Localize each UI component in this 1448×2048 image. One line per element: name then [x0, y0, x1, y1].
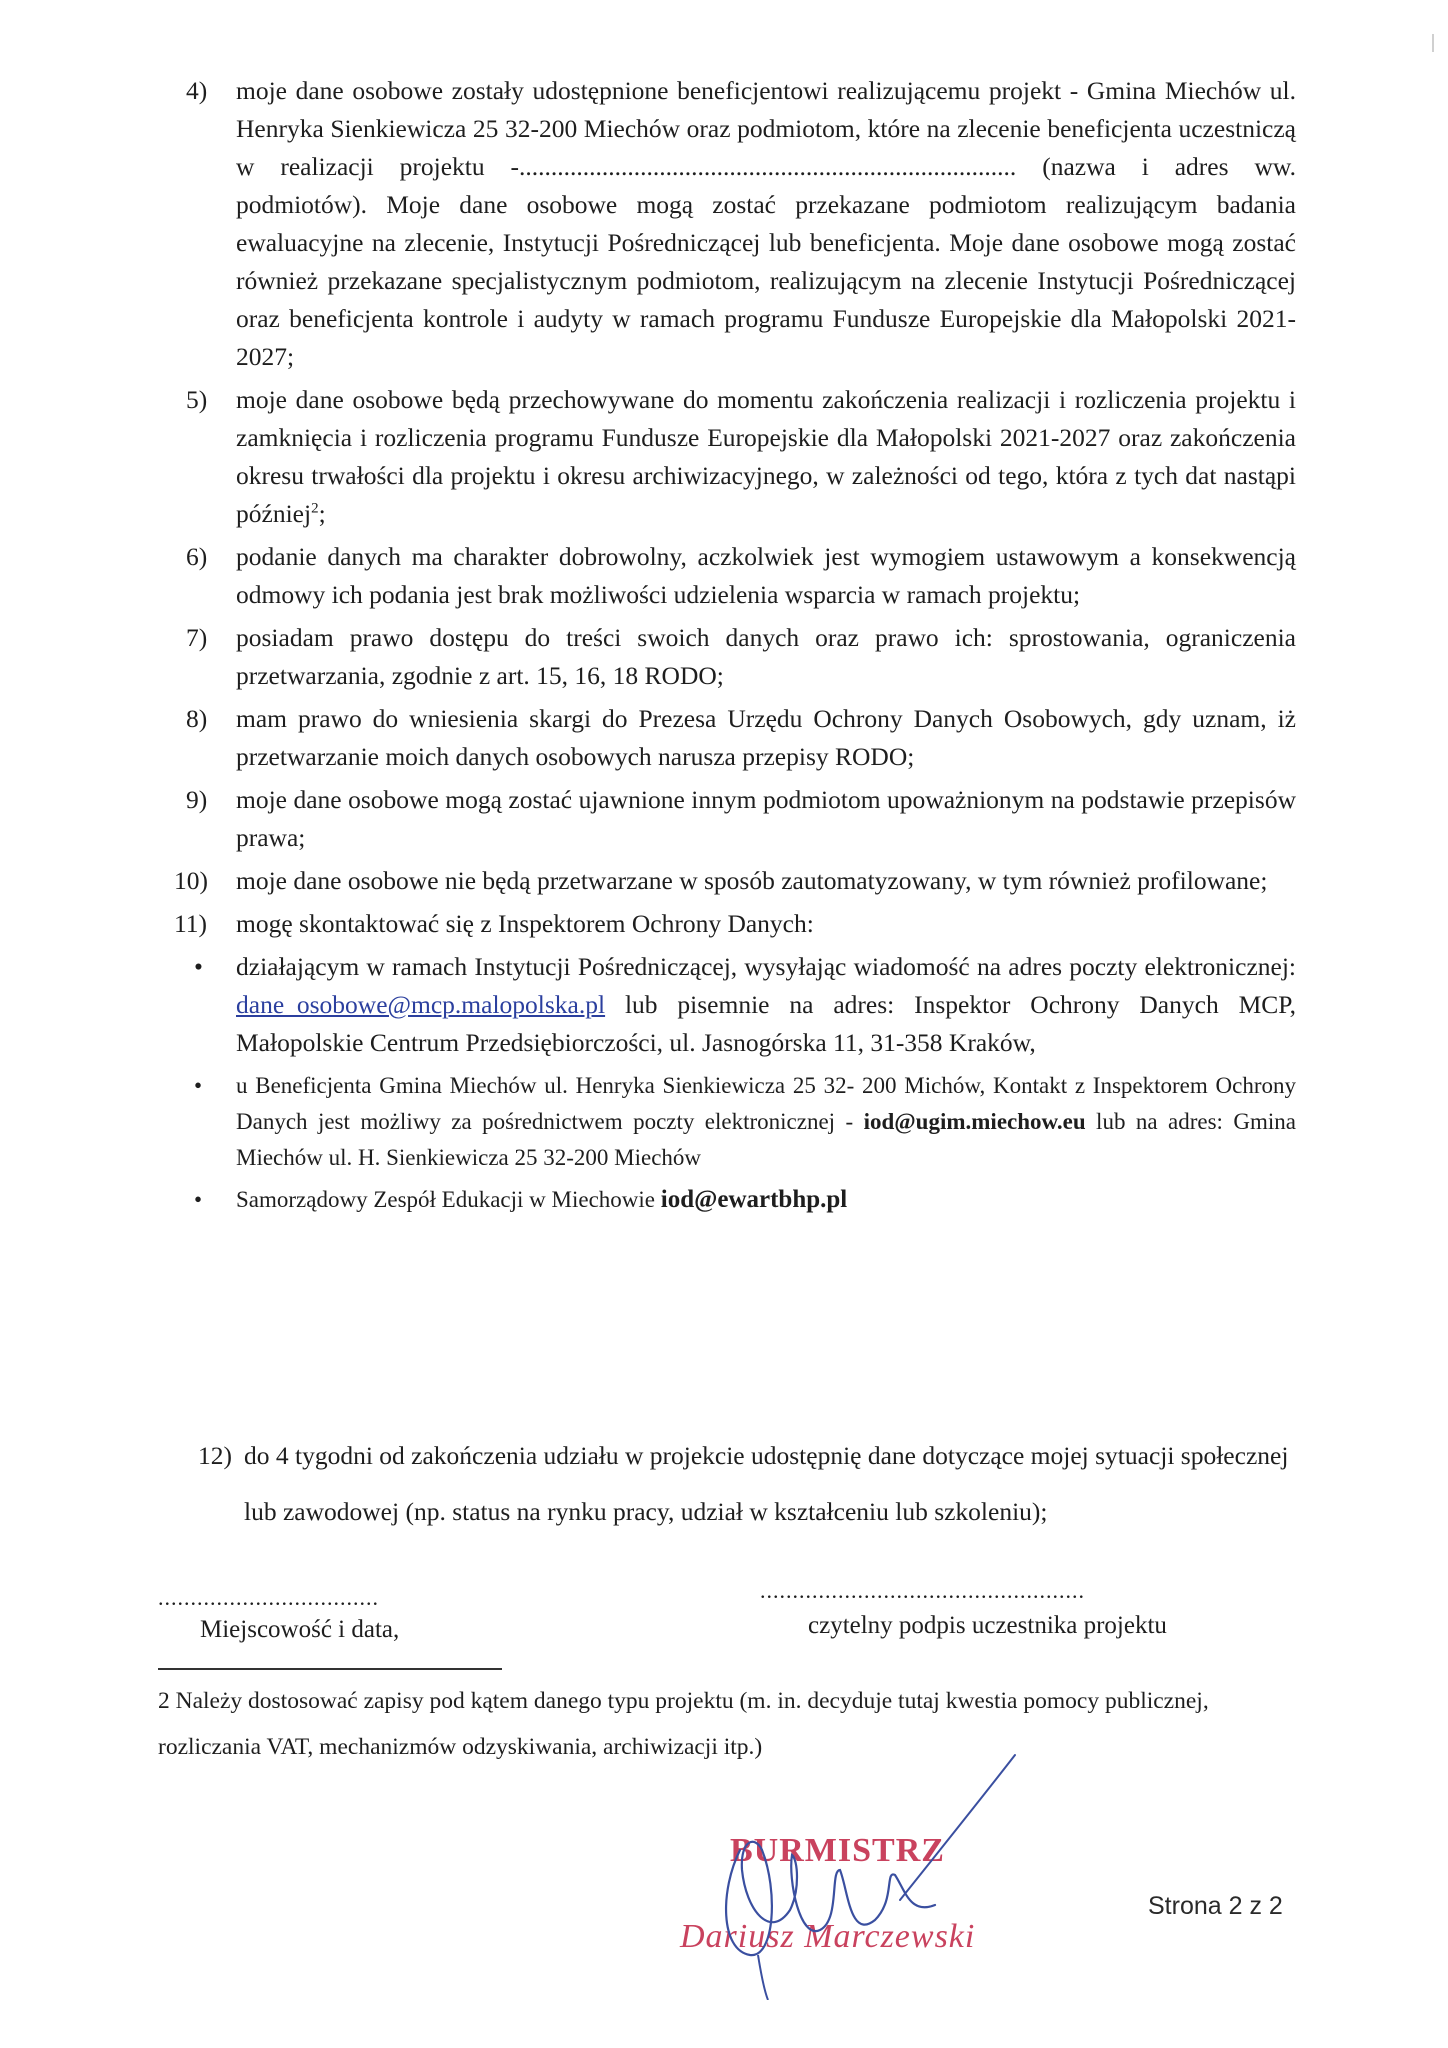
handwritten-signature — [680, 1740, 1040, 2000]
clause-number: 5) — [186, 385, 208, 414]
clause-number: 6) — [186, 542, 208, 571]
clause-text-tail: ; — [318, 499, 326, 528]
signature-label: czytelny podpis uczestnika projektu — [808, 1612, 1167, 1639]
place-date-line[interactable]: .................................. — [158, 1585, 379, 1610]
clause-item — [186, 381, 1296, 533]
clause-number: 4) — [186, 76, 208, 105]
clause-number: 12) — [198, 1441, 232, 1470]
footnote-divider — [158, 1668, 502, 1670]
clause-text: moje dane osobowe nie będą przetwarzane w sposób zautomatyzowany, w tym również profilowane; — [236, 866, 1268, 895]
email-link[interactable]: dane_osobowe@mcp.malopolska.pl — [236, 990, 606, 1019]
clause-item — [174, 862, 1296, 900]
clause-number: 8) — [186, 704, 208, 733]
clause-list — [174, 72, 1296, 1224]
clause-item — [186, 72, 1296, 376]
clause-item-12 — [198, 1428, 1298, 1540]
clause-text: moje dane osobowe zostały udostępnione beneficjentowi realizującemu projekt - Gmina Miechów ul. Henryka Sienkiewicza 25 32-200 Miechów oraz podmiotom, które na zlecenie beneficjenta uczestniczą w realizacji projektu -.............................................................................. (nazwa i adres ww. podmiotów). Moje dane osobowe mogą zostać przekazane podmiotom realizującym badania ewaluacyjne na zlecenie, Instytucji Pośredniczącej lub beneficjenta. Moje dane osobowe mogą zostać również przekazane specjalistycznym podmiotom, realizującym na zlecenie Instytucji Pośredniczącej oraz beneficjenta kontrole i audyty w ramach programu Fundusze Europejskie dla Małopolski 2021-2027; — [236, 76, 1296, 371]
footnote-text: 2 Należy dostosować zapisy pod kątem danego typu projektu (m. in. decyduje tutaj kwestia pomocy publicznej, rozliczania VAT, mechanizmów odzyskiwania, archiwizacji itp.) — [158, 1688, 1209, 1760]
scan-edge-mark — [1432, 34, 1434, 52]
footnote-ref: 2 — [311, 500, 319, 517]
clause-text: mogę skontaktować się z Inspektorem Ochrony Danych: — [236, 909, 814, 938]
contact-bullet — [186, 948, 1296, 1062]
page-number: Strona 2 z 2 — [1148, 1892, 1283, 1920]
clause-item — [186, 781, 1296, 857]
stamp-title: BURMISTRZ — [730, 1832, 945, 1869]
clause-text: mam prawo do wniesienia skargi do Prezesa Urzędu Ochrony Danych Osobowych, gdy uznam, iż przetwarzanie moich danych osobowych narusza przepisy RODO; — [236, 704, 1296, 771]
bullet-dot: • — [194, 952, 203, 981]
clause-text: podanie danych ma charakter dobrowolny, aczkolwiek jest wymogiem ustawowym a konsekwencją odmowy ich podania jest brak możliwości udzielenia wsparcia w ramach projektu; — [236, 542, 1296, 609]
clause-text: moje dane osobowe mogą zostać ujawnione innym podmiotom upoważnionym na podstawie przepisów prawa; — [236, 785, 1296, 852]
contact-bullet — [186, 1182, 1296, 1218]
bullet-dot: • — [194, 1073, 203, 1098]
signature-line[interactable]: .................................................. — [760, 1578, 1085, 1603]
contact-bullet — [186, 1068, 1296, 1176]
stamp-name: Dariusz Marczewski — [680, 1918, 976, 1955]
clause-text: do 4 tygodni od zakończenia udziału w projekcie udostępnię dane dotyczące mojej sytuacji społecznej lub zawodowej (np. status na rynku pracy, udział w kształceniu lub szkoleniu); — [244, 1441, 1289, 1526]
clause-item — [186, 619, 1296, 695]
bullet-text: lub pisemnie na adres: Inspektor Ochrony Danych MCP, Małopolskie Centrum Przedsiębiorczości, ul. Jasnogórska 11, 31-358 Kraków, — [236, 990, 1296, 1057]
clause-item — [174, 905, 1296, 943]
clause-number: 7) — [186, 623, 208, 652]
bullet-text: działającym w ramach Instytucji Pośredniczącej, wysyłając wiadomość na adres poczty elektronicznej: — [236, 952, 1296, 981]
clause-item — [186, 538, 1296, 614]
bullet-text: Samorządowy Zespół Edukacji w Miechowie — [236, 1187, 661, 1212]
clause-number: 10) — [174, 866, 208, 895]
clause-text: moje dane osobowe będą przechowywane do momentu zakończenia realizacji i rozliczenia projektu i zamknięcia i rozliczenia programu Fundusze Europejskie dla Małopolski 2021-2027 oraz zakończenia okresu trwałości dla projektu i okresu archiwizacyjnego, w zależności od tego, która z tych dat nastąpi później — [236, 385, 1296, 528]
clause-item — [186, 700, 1296, 776]
clause-number: 9) — [186, 785, 208, 814]
place-date-label: Miejscowość i data, — [200, 1616, 400, 1643]
bullet-text: u Beneficjenta Gmina Miechów ul. Henryka Sienkiewicza 25 32- 200 Michów, Kontakt z Inspektorem Ochrony Danych jest możliwy za pośrednictwem poczty elektronicznej - — [236, 1073, 1296, 1134]
bullet-dot: • — [194, 1187, 203, 1212]
email-text: iod@ugim.miechow.eu — [863, 1109, 1086, 1134]
clause-text: posiadam prawo dostępu do treści swoich danych oraz prawo ich: sprostowania, ograniczenia przetwarzania, zgodnie z art. 15, 16, 18 RODO; — [236, 623, 1296, 690]
email-text: iod@ewartbhp.pl — [660, 1186, 848, 1213]
clause-number: 11) — [174, 909, 208, 938]
bullet-text: lub na adres: Gmina Miechów ul. H. Sienkiewicza 25 32-200 Miechów — [236, 1109, 1296, 1170]
